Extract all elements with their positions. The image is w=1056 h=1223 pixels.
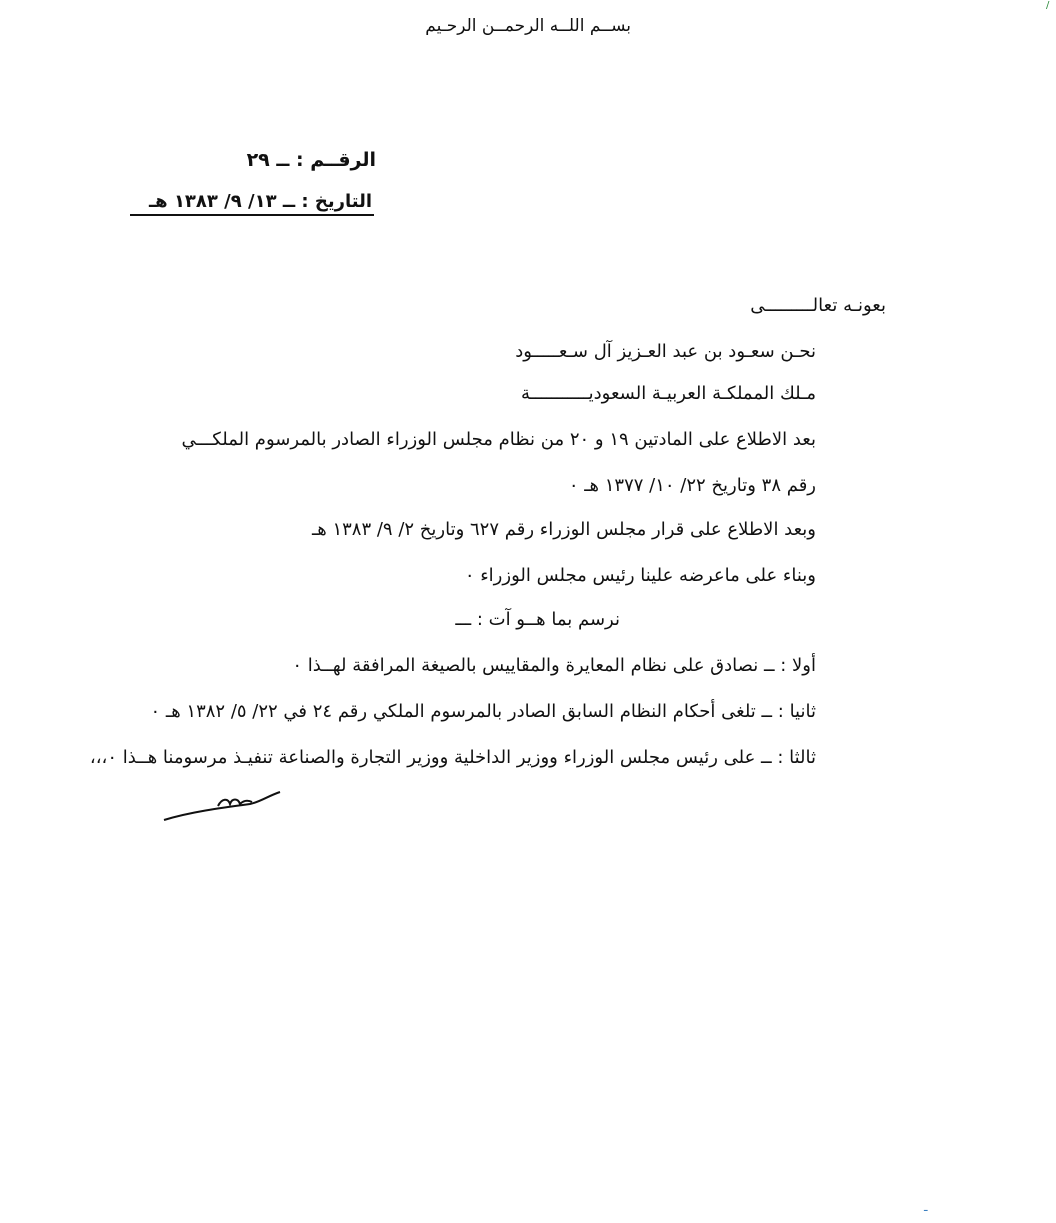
invocation-line: بعونـه تعالـــــــــى	[750, 295, 886, 316]
decree-article-2: ثانيا : ــ تلغى أحكام النظام السابق الصادر بالمرسوم الملكي رقم ٢٤ في ٢٢/ ٥/ ١٣٨٢ هـ ٠	[150, 701, 816, 722]
decree-article-3: ثالثا : ــ على رئيس مجلس الوزراء ووزير الداخلية ووزير التجارة والصناعة تنفيـذ مرسومنا هــذا ٠،،،	[89, 747, 816, 768]
king-title-line: مـلك المملكـة العربيـة السعوديـــــــــــة	[520, 383, 816, 404]
king-name-line: نحـن سعـود بن عبد العـزيز آل سـعـــــود	[515, 341, 816, 362]
decree-line-3: وبعد الاطلاع على قرار مجلس الوزراء رقم ٦٢٧ وتاريخ ٢/ ٩/ ١٣٨٣ هـ	[311, 519, 816, 540]
date-underline	[130, 214, 374, 216]
reference-number: الرقــم : ــ ٢٩	[246, 149, 376, 171]
signature	[160, 782, 290, 828]
page-mark-icon: ـ	[924, 1200, 928, 1214]
decree-line-5: نرسم بما هــو آت : ـــ	[455, 609, 620, 630]
corner-mark-icon: /	[1046, 0, 1050, 11]
decree-line-1: بعد الاطلاع على المادتين ١٩ و ٢٠ من نظام مجلس الوزراء الصادر بالمرسوم الملكـــي	[181, 429, 816, 450]
reference-date: التاريخ : ــ ١٣/ ٩/ ١٣٨٣ هـ	[149, 191, 372, 212]
decree-line-2: رقم ٣٨ وتاريخ ٢٢/ ١٠/ ١٣٧٧ هـ ٠	[568, 475, 816, 496]
decree-article-1: أولا : ــ نصادق على نظام المعايرة والمقاييس بالصيغة المرافقة لهــذا ٠	[292, 655, 816, 676]
basmala: بســم اللــه الرحمــن الرحـيم	[425, 16, 631, 36]
decree-line-4: وبناء على ماعرضه علينا رئيس مجلس الوزراء ٠	[464, 565, 816, 586]
